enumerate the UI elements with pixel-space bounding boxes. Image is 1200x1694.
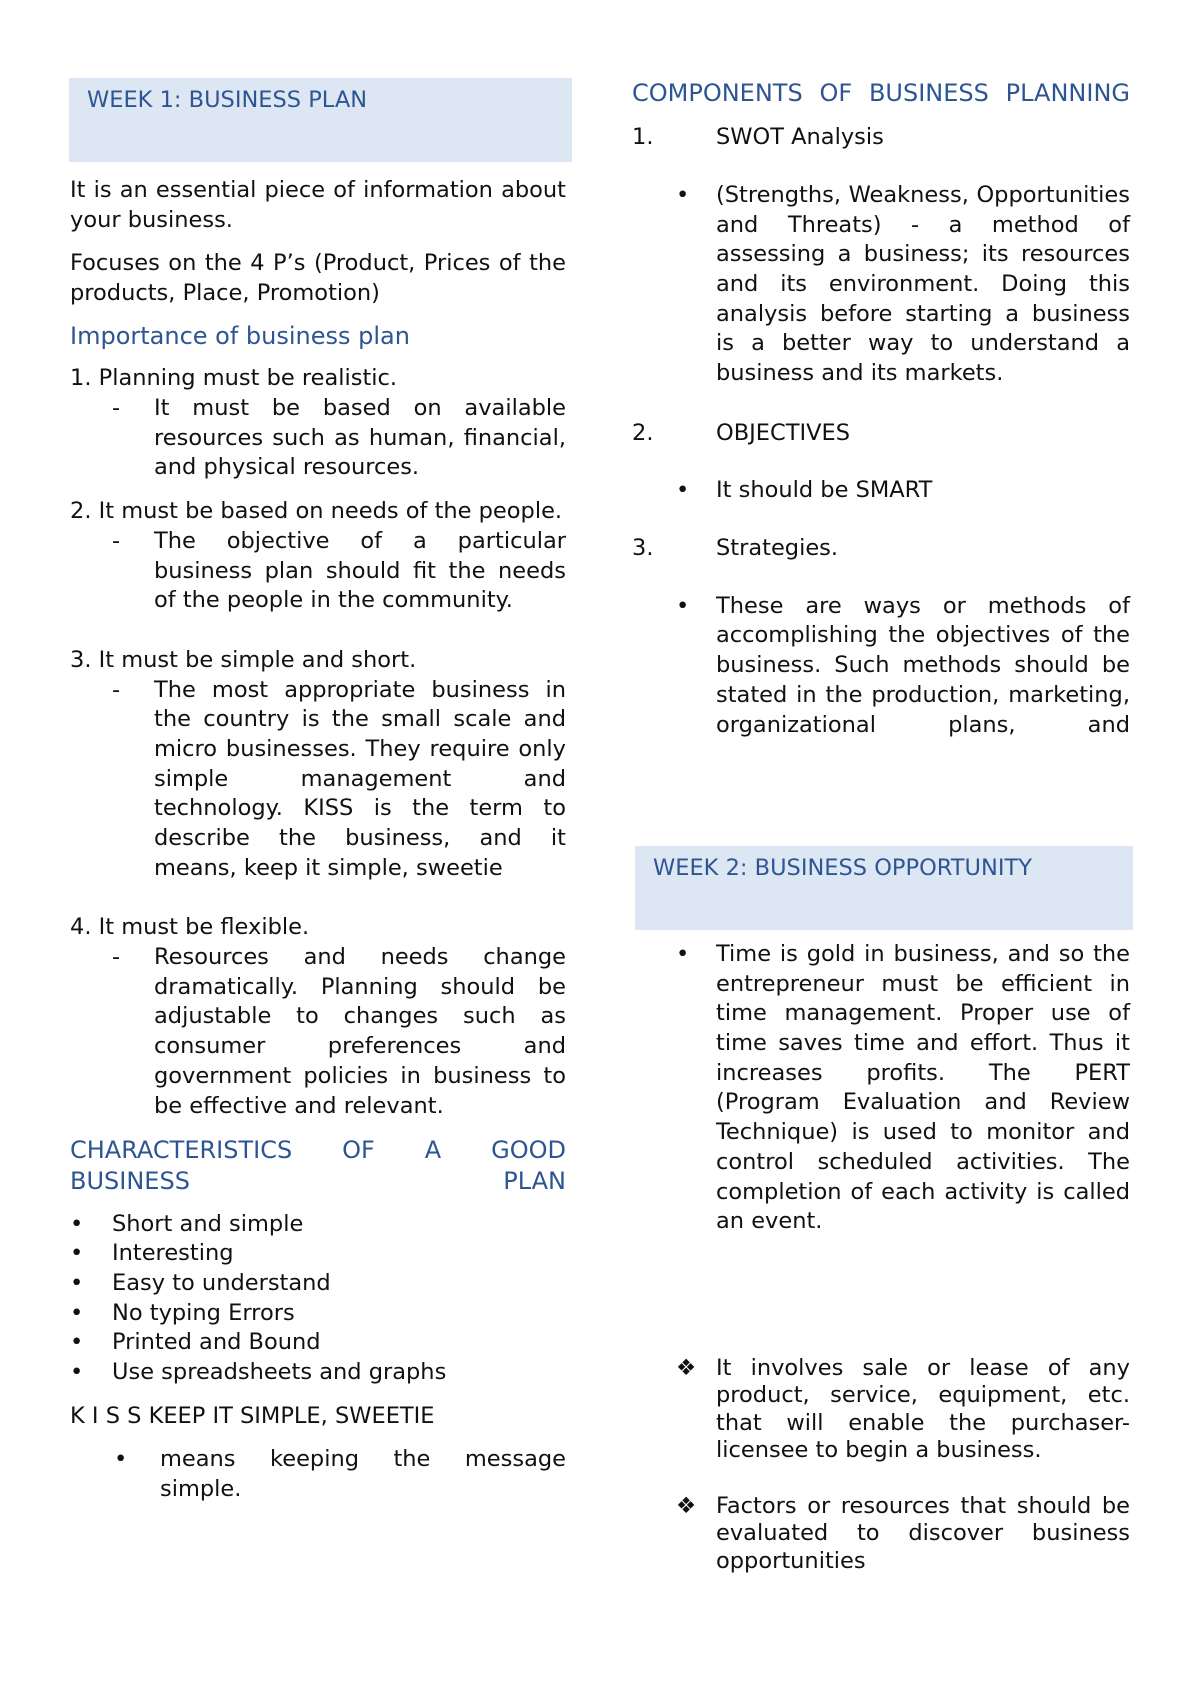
diamond-bullet-icon: ❖	[676, 1354, 697, 1381]
objectives-bullet-text: It should be SMART	[716, 477, 933, 504]
swot-bullet	[632, 181, 1130, 389]
strategies-item	[632, 534, 1130, 564]
intro-paragraph-2: Focuses on the 4 P’s (Product, Prices of the products, Place, Promotion)	[70, 250, 566, 307]
kiss-bullet-text: means keeping the message simple.	[160, 1446, 566, 1503]
kiss-bullet	[70, 1445, 566, 1504]
strategies-bullet-text: These are ways or methods of accomplishing the objectives of the business. Such methods should be stated in the production, marketing, organizational plans, and	[716, 592, 1130, 738]
importance-heading: Importance of business plan	[70, 321, 410, 350]
intro-paragraph-1: It is an essential piece of information about your business.	[70, 177, 566, 233]
list-item: • No typing Errors	[70, 1299, 566, 1329]
item3-title: 3. It must be simple and short.	[70, 646, 417, 673]
bullet-icon: •	[676, 477, 690, 504]
dash-marker: -	[112, 395, 121, 422]
diamond-item-2-text: Factors or resources that should be evaluated to discover business opportunities	[716, 1492, 1130, 1574]
week1-heading-box	[69, 78, 572, 162]
swot-bullet-text: (Strengths, Weakness, Opportunities and Threats) - a method of assessing a business; its resources and its environment. Doing this analysis before starting a business is a better way to understand a business and its markets.	[716, 181, 1130, 386]
diamond-item-1-text: It involves sale or lease of any product, service, equipment, etc. that will enable the purchaser-licensee to begin a business.	[716, 1354, 1130, 1464]
swot-item	[632, 123, 1130, 153]
components-heading: COMPONENTS OF BUSINESS PLANNING	[632, 79, 1130, 107]
week1-heading: WEEK 1: BUSINESS PLAN	[87, 87, 368, 113]
week2-content	[632, 940, 1130, 1575]
week2-heading-box	[635, 846, 1133, 930]
bullet-icon: •	[70, 1240, 84, 1267]
kiss-heading: K I S S KEEP IT SIMPLE, SWEETIE	[70, 1402, 435, 1429]
list-item: • Easy to understand	[70, 1269, 566, 1299]
diamond-bullet-icon: ❖	[676, 1492, 697, 1519]
item1-dash	[70, 394, 566, 483]
list-item: • Use spreadsheets and graphs	[70, 1358, 566, 1388]
time-bullet	[632, 940, 1130, 1237]
item1-title: 1. Planning must be realistic.	[70, 365, 398, 392]
week2-heading: WEEK 2: BUSINESS OPPORTUNITY	[653, 855, 1032, 881]
item4-dash	[70, 943, 566, 1121]
bullet-icon: •	[70, 1210, 84, 1237]
objectives-item	[632, 419, 1130, 449]
item2-title: 2. It must be based on needs of the people.	[70, 498, 563, 525]
item3-dash	[70, 676, 566, 884]
diamond-item-1	[632, 1355, 1130, 1465]
strategies-bullet	[632, 592, 1130, 740]
item4-title: 4. It must be flexible.	[70, 914, 310, 941]
list-item: • Printed and Bound	[70, 1328, 566, 1358]
dash-marker: -	[112, 944, 121, 971]
swot-title: SWOT Analysis	[716, 124, 884, 151]
item3-dash-text: The most appropriate business in the country is the small scale and micro businesses. They require only simple management and technology. KISS is the term to describe the business, and it means, keep it simple, sweetie	[154, 676, 566, 881]
bullet-icon: •	[676, 592, 690, 619]
objectives-number: 2.	[632, 419, 654, 446]
bullet-icon: •	[70, 1299, 84, 1326]
characteristics-heading: CHARACTERISTICS OF A GOOD BUSINESS PLAN	[70, 1136, 566, 1196]
objectives-bullet	[632, 476, 1130, 506]
bullet-icon: •	[676, 941, 690, 967]
list-item: • Interesting	[70, 1239, 566, 1269]
dash-marker: -	[112, 527, 121, 554]
bullet-icon: •	[70, 1359, 84, 1386]
item2-dash-text: The objective of a particular business plan should fit the needs of the people in the community.	[154, 527, 566, 614]
item4-dash-text: Resources and needs change dramatically. Planning should be adjustable to changes such as consumer preferences and government policies in business to be effective and relevant.	[154, 944, 566, 1119]
bullet-icon: •	[114, 1446, 128, 1473]
characteristics-list	[70, 1210, 566, 1388]
dash-marker: -	[112, 676, 121, 703]
objectives-title: OBJECTIVES	[716, 419, 850, 446]
item1-dash-text: It must be based on available resources such as human, financial, and physical resources.	[154, 395, 566, 481]
time-bullet-text: Time is gold in business, and so the entrepreneur must be efficient in time management. Proper use of time saves time and effort. Thus it increases profits. The PERT (Program Evaluation and Review Technique) is used to monitor and control scheduled activities. The completion of each activity is called an event.	[716, 941, 1130, 1235]
swot-number: 1.	[632, 124, 654, 151]
list-item: • Short and simple	[70, 1210, 566, 1240]
strategies-number: 3.	[632, 535, 654, 562]
right-column	[632, 78, 1130, 740]
bullet-icon: •	[70, 1269, 84, 1296]
item2-dash	[70, 527, 566, 616]
strategies-title: Strategies.	[716, 535, 839, 562]
bullet-icon: •	[70, 1329, 84, 1356]
left-column	[70, 78, 566, 1505]
diamond-item-2	[632, 1493, 1130, 1575]
bullet-icon: •	[676, 181, 690, 208]
